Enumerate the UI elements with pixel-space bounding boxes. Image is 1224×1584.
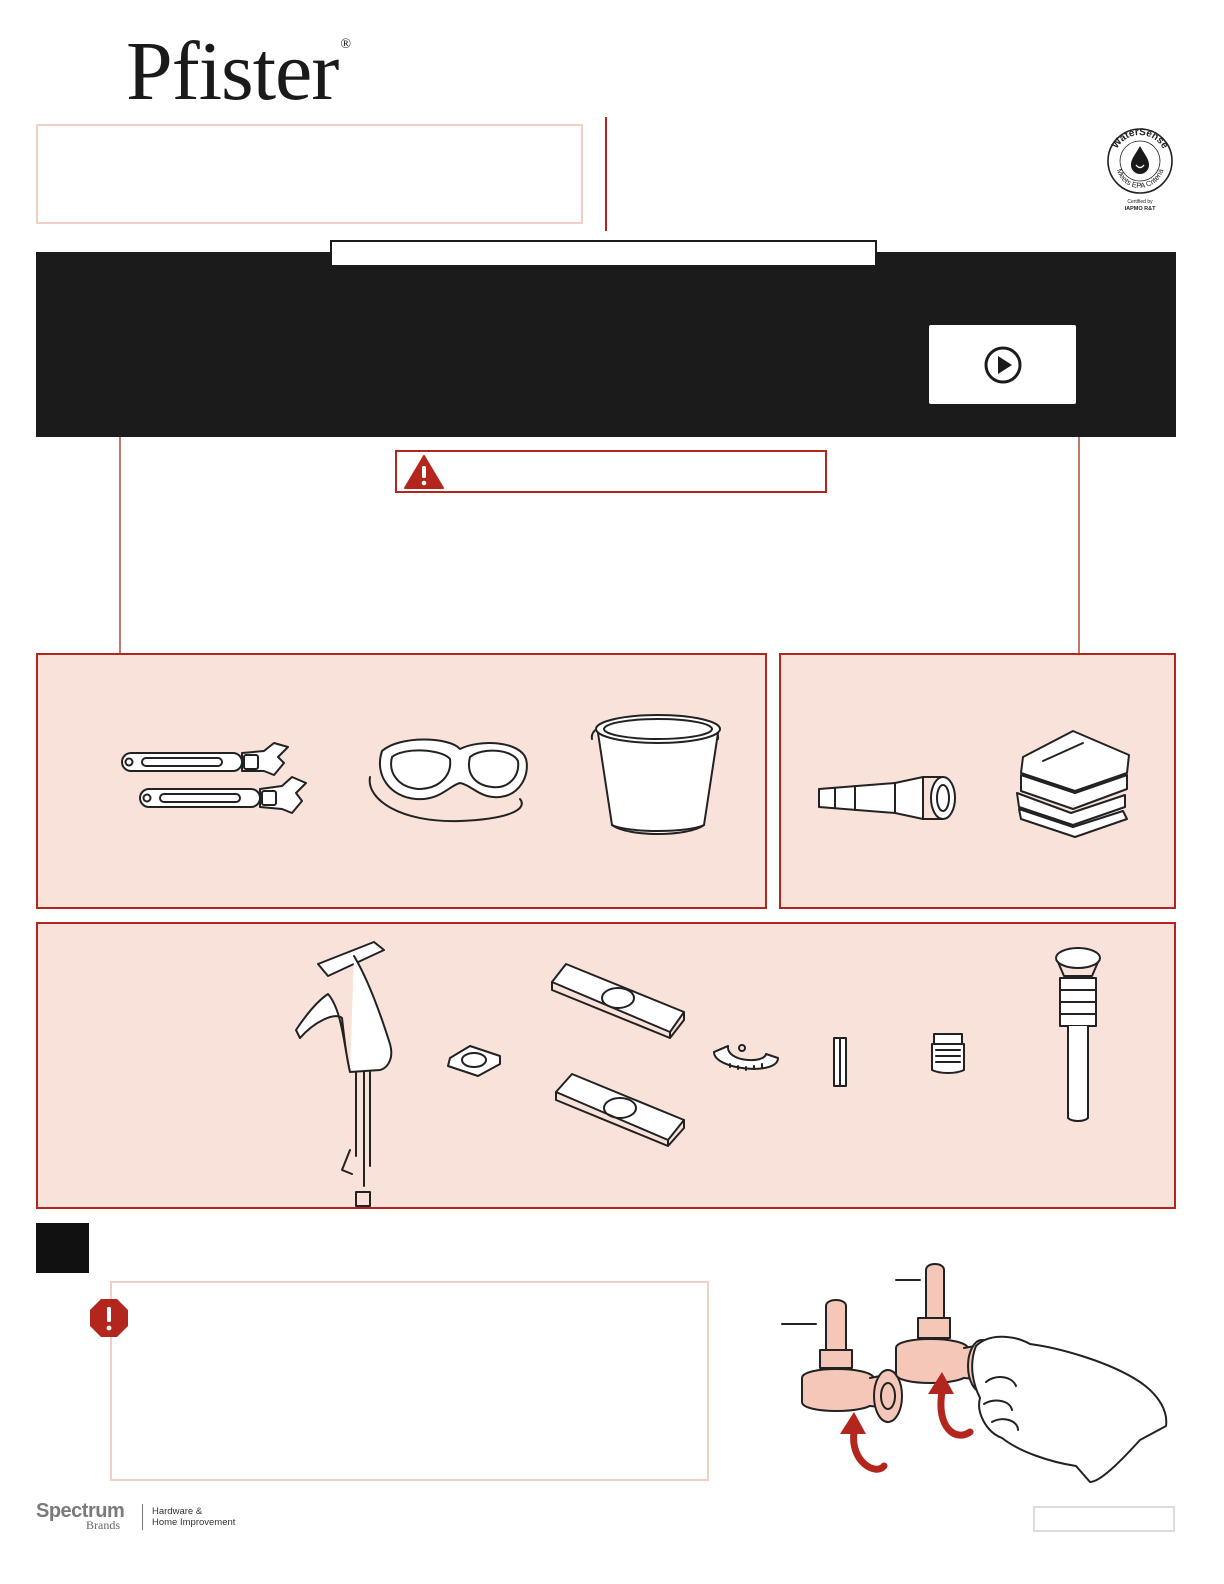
model-info-box	[36, 124, 583, 224]
warning-box	[395, 450, 827, 493]
adjustable-wrench-icon	[118, 741, 308, 836]
certified-by-label: Certified by	[1127, 199, 1153, 205]
header-divider	[605, 117, 607, 231]
mounting-bracket-icon	[710, 1034, 782, 1080]
step-number-box	[36, 1223, 89, 1273]
seal-text-top: WaterSense	[1110, 126, 1171, 151]
bracket-line-left	[119, 437, 121, 653]
certifier-label: IAPMO R&T	[1124, 206, 1156, 212]
tools-needed-panel	[36, 653, 767, 909]
footer-divider	[142, 1504, 143, 1530]
spectrum-brands-logo	[36, 1500, 256, 1534]
supplies-needed-panel	[779, 653, 1176, 909]
registered-mark: ®	[340, 37, 350, 52]
alert-octagon-icon	[88, 1297, 130, 1339]
brand-name: Pfister	[126, 25, 339, 118]
brand-logo	[126, 25, 350, 118]
division-line-2: Home Improvement	[152, 1517, 236, 1528]
pop-up-drain-icon	[1050, 944, 1106, 1126]
mounting-nut-icon	[928, 1024, 968, 1076]
division-line-1: Hardware &	[152, 1506, 203, 1517]
document-number-box	[1033, 1506, 1175, 1532]
safety-goggles-icon	[360, 727, 530, 832]
watersense-seal	[1102, 128, 1178, 212]
company-name: Spectrum	[36, 1500, 125, 1522]
seal-text-bottom: Meets EPA Criteria	[1114, 167, 1166, 191]
shut-off-valves-illustration	[780, 1262, 1180, 1482]
towels-icon	[1013, 727, 1133, 839]
gasket-icon	[442, 1042, 506, 1078]
faucet-icon	[294, 936, 404, 1211]
flashlight-icon	[815, 773, 960, 823]
note-box	[110, 1281, 709, 1481]
play-icon	[983, 345, 1023, 385]
rod-icon	[832, 1034, 848, 1090]
parts-panel	[36, 922, 1176, 1209]
company-sub: Brands	[86, 1518, 120, 1532]
title-band-label-box	[330, 240, 877, 267]
warning-triangle-icon	[403, 454, 445, 490]
deck-plate-icon	[548, 960, 688, 1040]
bracket-line-right	[1078, 437, 1080, 653]
deck-plate-alt-icon	[552, 1070, 688, 1146]
watch-video-button[interactable]	[929, 325, 1076, 404]
bucket-icon	[588, 707, 728, 839]
